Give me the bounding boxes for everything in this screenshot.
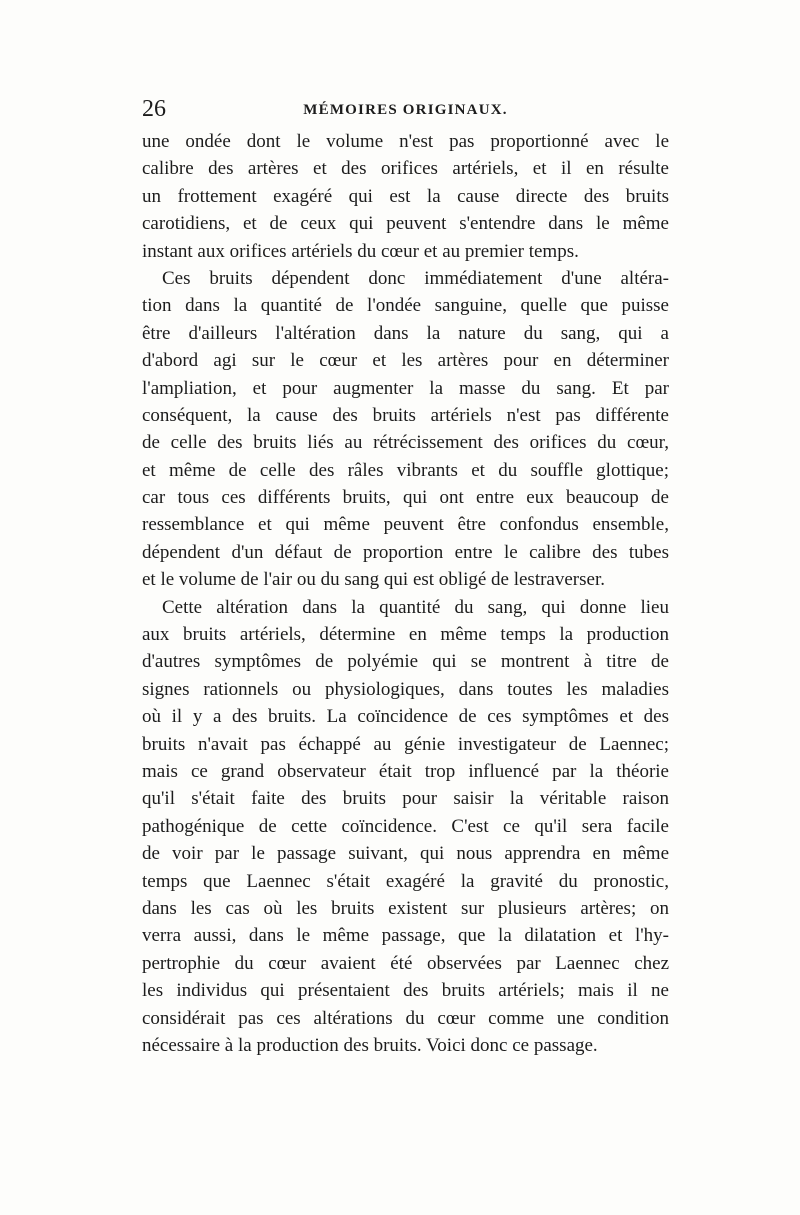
text-line: considérait pas ces altérations du cœur comme une condition [142,1007,669,1029]
text-line: Ces bruits dépendent donc immédiatement d'une altéra- [162,267,669,289]
text-line: temps que Laennec s'était exagéré la gravité du pronostic, [142,870,669,892]
page-number: 26 [142,96,166,122]
text-line: tion dans la quantité de l'ondée sanguine, quelle que puisse [142,295,669,317]
text-line: pertrophie du cœur avaient été observées par Laennec chez [142,952,669,974]
text-line: qu'il s'était faite des bruits pour saisir la véritable raison [142,788,669,810]
paragraph [142,265,669,594]
text-line: de celle des bruits liés au rétrécissement des orifices du cœur, [142,432,669,454]
text-line: instant aux orifices artériels du cœur et au premier temps. [142,240,579,262]
paragraph [142,128,669,265]
text-line: signes rationnels ou physiologiques, dans toutes les maladies [142,678,669,700]
text-line: mais ce grand observateur était trop influencé par la théorie [142,760,669,782]
text-line: pathogénique de cette coïncidence. C'est ce qu'il sera facile [142,815,669,837]
text-line: de voir par le passage suivant, qui nous apprendra en même [142,843,669,865]
text-line: et même de celle des râles vibrants et du souffle glottique; [142,459,669,481]
text-line: aux bruits artériels, détermine en même temps la production [142,624,669,646]
text-line: dépendent d'un défaut de proportion entre le calibre des tubes [142,541,669,563]
text-line: Cette altération dans la quantité du sang, qui donne lieu [162,596,669,618]
text-line: ressemblance et qui même peuvent être confondus ensemble, [142,514,669,536]
text-line: bruits n'avait pas échappé au génie investigateur de Laennec; [142,733,669,755]
text-line: une ondée dont le volume n'est pas proportionné avec le [142,131,669,152]
text-line: carotidiens, et de ceux qui peuvent s'entendre dans le même [142,213,669,235]
text-line: d'abord agi sur le cœur et les artères pour en déterminer [142,350,669,372]
text-line: calibre des artères et des orifices artériels, et il en résulte [142,158,669,180]
text-line: où il y a des bruits. La coïncidence de ces symptômes et des [142,706,669,728]
page-header [142,94,669,124]
text-line: verra aussi, dans le même passage, que la dilatation et l'hy- [142,925,669,947]
text-line: l'ampliation, et pour augmenter la masse du sang. Et par [142,377,669,399]
text-line: un frottement exagéré qui est la cause directe des bruits [142,185,669,207]
text-line: d'autres symptômes de polyémie qui se montrent à titre de [142,651,669,673]
body-text [142,128,669,1059]
text-line: conséquent, la cause des bruits artériels n'est pas différente [142,404,669,426]
text-line: les individus qui présentaient des bruits artériels; mais il ne [142,980,669,1002]
text-line: dans les cas où les bruits existent sur plusieurs artères; on [142,897,669,919]
text-line: nécessaire à la production des bruits. Voici donc ce passage. [142,1034,598,1056]
text-line: être d'ailleurs l'altération dans la nature du sang, qui a [142,322,669,344]
text-line: car tous ces différents bruits, qui ont entre eux beaucoup de [142,487,669,509]
running-title: MÉMOIRES ORIGINAUX. [303,102,508,118]
paragraph [142,594,669,1060]
text-line: et le volume de l'air ou du sang qui est obligé de lestraverser. [142,569,605,591]
